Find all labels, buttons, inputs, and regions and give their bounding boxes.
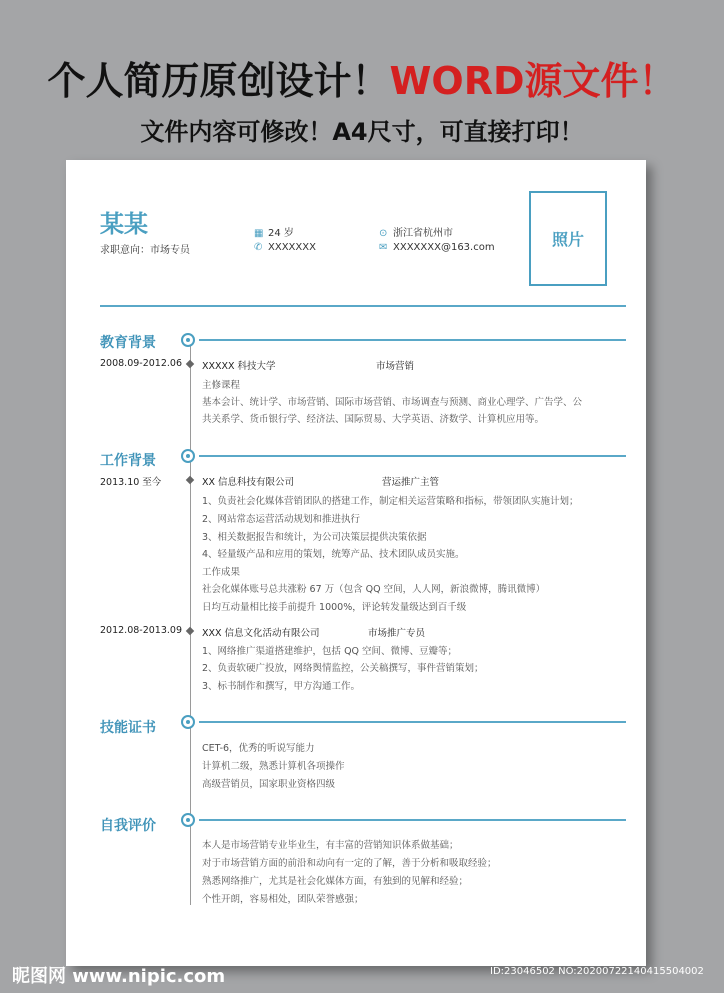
- job2-position: 市场推广专员: [368, 628, 426, 639]
- education-entry-marker: [186, 360, 194, 368]
- job1-entry-marker: [186, 476, 194, 484]
- work-marker: [181, 449, 195, 463]
- email-value: XXXXXXX@163.com: [393, 242, 495, 253]
- photo-label: 照片: [551, 230, 584, 249]
- header-divider: [100, 305, 626, 307]
- job2-line: 2、负责软硬广投放，网络舆情监控，公关稿撰写，事件营销策划；: [202, 663, 484, 674]
- job2-entry-marker: [186, 627, 194, 635]
- job1-company: XX 信息科技有限公司: [202, 477, 295, 488]
- job1-line: 日均互动量相比接手前提升 1000%，评论转发量级达到百千级: [202, 602, 467, 613]
- job1-line: 2、网站常态运营活动规划和推进执行: [202, 514, 361, 525]
- job2-date: 2012.08-2013.09: [100, 625, 182, 636]
- skills-line: 计算机二级，熟悉计算机各项操作: [202, 761, 345, 772]
- education-line: 共关系学、货币银行学、经济法、国际贸易、大学英语、济数学、计算机应用等。: [202, 414, 545, 425]
- skills-line: 高级营销员，国家职业资格四级: [202, 779, 336, 790]
- watermark-logo: 昵图网 www.nipic.com: [12, 966, 226, 987]
- education-line: 主修课程: [202, 380, 241, 391]
- self-line: 熟悉网络推广，尤其是社会化媒体方面，有独到的见解和经验；: [202, 876, 469, 887]
- banner-subheadline: 文件内容可修改！A4尺寸，可直接打印！: [140, 118, 584, 146]
- education-school: XXXXX 科技大学: [202, 361, 276, 372]
- job1-line: 4、轻量级产品和应用的策划，统筹产品、技术团队成员实施。: [202, 549, 465, 560]
- email-icon: ✉: [379, 242, 388, 253]
- age-value: 24 岁: [268, 228, 294, 239]
- skills-line: CET-6，优秀的听说写能力: [202, 743, 315, 754]
- email-info: [379, 242, 495, 253]
- location-value: 浙江省杭州市: [393, 228, 453, 239]
- watermark-id: ID:23046502 NO:20200722140415504002: [490, 966, 704, 977]
- banner-headline-red: WORD源文件！: [389, 59, 677, 103]
- education-major: 市场营销: [376, 361, 415, 372]
- skills-divider: [199, 721, 626, 723]
- banner-headline: [0, 50, 724, 105]
- resume-name: 某某: [100, 210, 148, 238]
- self-divider: [199, 819, 626, 821]
- self-title: 自我评价: [100, 818, 156, 834]
- job1-line: 工作成果: [202, 567, 241, 578]
- self-line: 个性开朗，容易相处，团队荣誉感强；: [202, 894, 364, 905]
- resume-page: [66, 160, 646, 966]
- education-divider: [199, 339, 626, 341]
- phone-info: [254, 242, 316, 253]
- location-info: [379, 224, 453, 239]
- self-line: 本人是市场营销专业毕业生，有丰富的营销知识体系做基础；: [202, 840, 459, 851]
- work-divider: [199, 455, 626, 457]
- location-icon: ⊙: [379, 228, 388, 239]
- age-info: [254, 224, 294, 239]
- skills-marker: [181, 715, 195, 729]
- phone-icon: ✆: [254, 242, 263, 253]
- job2-line: 1、网络推广渠道搭建维护，包括 QQ 空间、微博、豆瓣等；: [202, 646, 458, 657]
- job2-company: XXX 信息文化活动有限公司: [202, 628, 320, 639]
- job1-line: 3、相关数据报告和统计，为公司决策层提供决策依据: [202, 532, 427, 543]
- education-marker: [181, 333, 195, 347]
- job1-line: 1、负责社会化媒体营销团队的搭建工作，制定相关运营策略和指标，带领团队实施计划；: [202, 496, 579, 507]
- education-date: 2008.09-2012.06: [100, 358, 182, 369]
- photo-placeholder: [529, 191, 607, 286]
- banner-headline-black: 个人简历原创设计！: [47, 59, 390, 103]
- job1-line: 社会化媒体账号总共涨粉 67 万（包含 QQ 空间，人人网，新浪微博，腾讯微博）: [202, 584, 546, 595]
- education-line: 基本会计、统计学、市场营销、国际市场营销、市场调查与预测、商业心理学、广告学、公: [202, 397, 583, 408]
- phone-value: XXXXXXX: [268, 242, 316, 253]
- skills-title: 技能证书: [100, 720, 156, 736]
- self-line: 对于市场营销方面的前沿和动向有一定的了解，善于分析和吸取经验；: [202, 858, 497, 869]
- work-title: 工作背景: [100, 453, 156, 469]
- calendar-icon: ▦: [254, 228, 264, 239]
- job-intention: 求职意向：市场专员: [100, 245, 190, 256]
- job2-line: 3、标书制作和撰写，甲方沟通工作。: [202, 681, 361, 692]
- self-marker: [181, 813, 195, 827]
- education-title: 教育背景: [100, 335, 156, 351]
- job1-position: 营运推广主管: [382, 477, 440, 488]
- job1-date: 2013.10 至今: [100, 477, 162, 488]
